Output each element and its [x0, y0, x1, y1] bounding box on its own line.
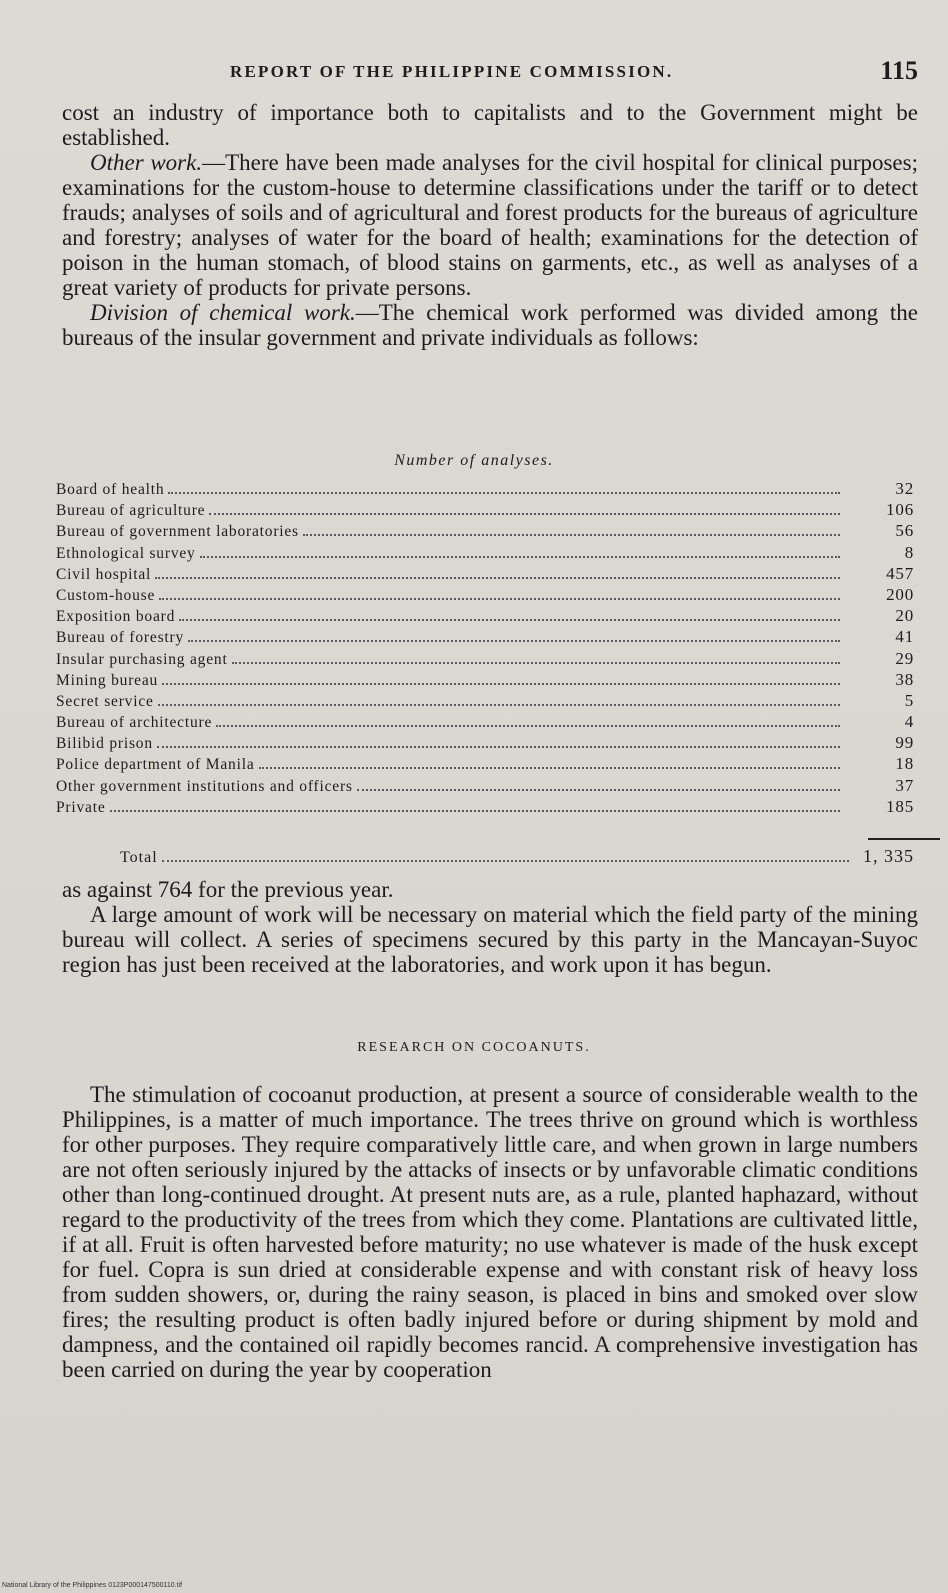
row-label: Private [56, 798, 106, 816]
row-label: Bilibid prison [56, 735, 153, 753]
row-value: 8 [904, 542, 914, 562]
row-label: Exposition board [56, 608, 176, 626]
row-value: 29 [895, 648, 914, 668]
table-row [56, 732, 914, 753]
text-block-lower [62, 1082, 918, 1382]
leader-dots [200, 556, 840, 558]
row-value: 457 [886, 563, 914, 583]
mining-paragraph: A large amount of work will be necessary on material which the field party of the mining bureau will collect. A series of specimens secured by this party in the Mancayan-Suyoc region has just been received at the laboratories, and work upon it has begun. [62, 902, 918, 977]
division-paragraph [62, 300, 918, 350]
row-label: Police department of Manila [56, 756, 255, 774]
total-label: Total [120, 849, 158, 866]
table-row [56, 626, 914, 647]
page-number: 115 [880, 56, 918, 85]
table-row [56, 753, 914, 774]
sum-rule [868, 838, 940, 840]
leader-dots [168, 492, 840, 494]
leader-dots [303, 534, 840, 536]
row-value: 185 [886, 796, 914, 816]
row-label: Bureau of agriculture [56, 502, 206, 520]
row-label: Mining bureau [56, 671, 159, 689]
other-work-heading: Other work. [90, 150, 203, 175]
leader-dots [209, 513, 840, 515]
table-row [56, 690, 914, 711]
table-row [56, 775, 914, 796]
leader-dots [110, 810, 840, 812]
table-row [56, 711, 914, 732]
table-caption: Number of analyses. [394, 452, 554, 469]
row-label: Bureau of architecture [56, 714, 213, 732]
row-label: Bureau of government laboratories [56, 523, 299, 541]
row-value: 56 [895, 521, 914, 541]
cocoanut-paragraph: The stimulation of cocoanut production, at present a source of considerable wealth to the Philippines, is a matter of much importance. The trees thrive on ground which is worthless for other purposes. They require comparatively little care, and when grown in large numbers are not often seriously injured by the attacks of insects or by unfavorable climatic conditions other than long-continued drought. At present nuts are, as a rule, planted haphazard, without regard to the productivity of the trees from which they come. Plantations are cultivated little, if at all. Fruit is often harvested before maturity; no use whatever is made of the husk except for fuel. Copra is sun dried at considerable expense and with constant risk of heavy loss from sudden showers, or, during the rainy season, is placed in bins and smoked over slow fires; the resulting product is often badly injured before or during shipment by mold and dampness, and the contained oil rapidly becomes rancid. A comprehensive investigation has been carried on during the year by cooperation [62, 1082, 918, 1382]
row-label: Secret service [56, 692, 154, 710]
row-value: 5 [904, 690, 914, 710]
row-label: Bureau of forestry [56, 629, 185, 647]
row-label: Board of health [56, 481, 165, 498]
table-row [56, 605, 914, 626]
row-label: Civil hospital [56, 565, 152, 583]
table-row [56, 499, 914, 520]
continuation-paragraph: cost an industry of importance both to capitalists and to the Government might be established. [62, 100, 918, 150]
analyses-table [56, 478, 914, 817]
table-row [56, 648, 914, 669]
other-work-text: —There have been made analyses for the civil hospital for clinical purposes; examinations for the custom-house to determine classifications under the tariff or to detect frauds; analyses of soils and of agricultural and forest products for the bureaus of agriculture and forestry; analyses of water for the board of health; examinations for the detection of poison in the human stomach, of blood stains on garments, etc., as well as analyses of a great variety of products for private persons. [62, 150, 918, 300]
row-value: 37 [895, 775, 914, 795]
after-table-text: as against 764 for the previous year. [62, 877, 394, 902]
total-value: 1, 335 [863, 846, 914, 866]
table-row [56, 669, 914, 690]
leader-dots [157, 746, 840, 748]
leader-dots [155, 577, 840, 579]
row-value: 38 [895, 669, 914, 689]
row-value: 200 [886, 584, 914, 604]
row-label: Insular purchasing agent [56, 650, 228, 668]
leader-dots [159, 598, 840, 600]
division-text: —The chemical work performed was divided among the bureaus of the insular government and private individuals as follows: [62, 300, 918, 350]
leader-dots [357, 789, 840, 791]
table-row [56, 796, 914, 817]
row-value: 106 [886, 500, 914, 520]
division-heading: Division of chemical work. [90, 300, 356, 325]
leader-dots [188, 640, 840, 642]
leader-dots [232, 662, 840, 664]
text-block-middle [62, 877, 918, 977]
leader-dots [216, 725, 840, 727]
text-block-upper [62, 100, 918, 350]
table-row [56, 478, 914, 499]
table-row [56, 584, 914, 605]
table-row [56, 520, 914, 541]
row-value: 18 [895, 754, 914, 774]
row-value: 4 [904, 712, 914, 732]
section-heading: RESEARCH ON COCOANUTS. [357, 1040, 591, 1055]
table-row [56, 542, 914, 563]
leader-dots [162, 860, 849, 862]
total-row [120, 846, 914, 870]
leader-dots [179, 619, 840, 621]
table-row [56, 563, 914, 584]
other-work-paragraph [62, 150, 918, 300]
scan-footer: National Library of the Philippines 0123P000147500110.tif [2, 1582, 183, 1589]
running-head [60, 56, 926, 90]
leader-dots [158, 704, 840, 706]
running-title: REPORT OF THE PHILIPPINE COMMISSION. [230, 62, 674, 81]
row-value: 41 [895, 627, 914, 647]
row-value: 20 [895, 606, 914, 626]
row-value: 32 [895, 479, 914, 498]
row-label: Other government institutions and officers [56, 777, 353, 795]
leader-dots [259, 767, 840, 769]
leader-dots [162, 683, 840, 685]
row-label: Ethnological survey [56, 544, 196, 562]
row-value: 99 [895, 733, 914, 753]
row-label: Custom-house [56, 586, 156, 604]
